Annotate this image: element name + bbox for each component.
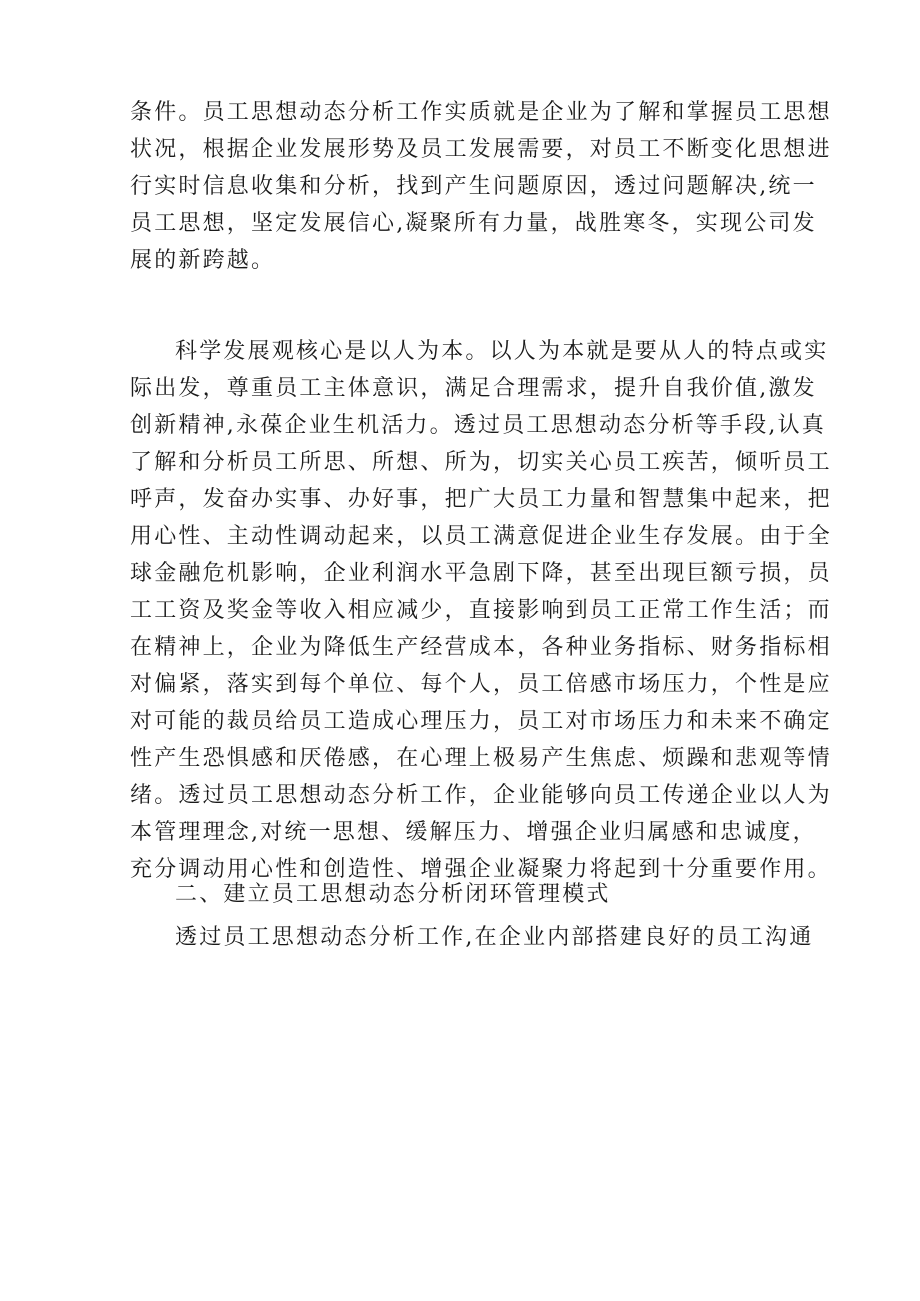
text-line: 透过员工思想动态分析工作,在企业内部搭建良好的员工沟通 bbox=[175, 925, 814, 950]
text-line: 充分调动用心性和创造性、增强企业凝聚力将起到十分重要作用。 bbox=[130, 857, 832, 882]
text-line: 性产生恐惧感和厌倦感，在心理上极易产生焦虑、烦躁和悲观等情 bbox=[130, 746, 832, 771]
text-line: 本管理理念,对统一思想、缓解压力、增强企业归属感和忠诚度， bbox=[130, 820, 817, 845]
text-line: 工工资及奖金等收入相应减少，直接影响到员工正常工作生活；而 bbox=[130, 598, 832, 623]
text-line: 绪。透过员工思想动态分析工作，企业能够向员工传递企业以人为 bbox=[130, 783, 832, 808]
text-line: 在精神上，企业为降低生产经营成本，各种业务指标、财务指标相 bbox=[130, 635, 832, 660]
text-line: 创新精神,永葆企业生机活力。透过员工思想动态分析等手段,认真 bbox=[130, 413, 826, 438]
paragraph-2 bbox=[130, 333, 832, 888]
section-heading bbox=[130, 876, 805, 913]
text-line: 条件。员工思想动态分析工作实质就是企业为了解和掌握员工思想 bbox=[130, 100, 832, 125]
paragraph-1 bbox=[130, 94, 832, 279]
text-line: 球金融危机影响，企业利润水平急剧下降，甚至出现巨额亏损，员 bbox=[130, 561, 832, 586]
text-line: 员工思想，坚定发展信心,凝聚所有力量，战胜寒冬，实现公司发 bbox=[130, 211, 817, 236]
paragraph-3 bbox=[130, 919, 814, 956]
text-line: 呼声，发奋办实事、办好事，把广大员工力量和智慧集中起来，把 bbox=[130, 487, 832, 512]
text-line: 科学发展观核心是以人为本。以人为本就是要从人的特点或实 bbox=[175, 339, 829, 364]
heading-text: 二、建立员工思想动态分析闭环管理模式 bbox=[175, 882, 611, 907]
text-line: 状况，根据企业发展形势及员工发展需要，对员工不断变化思想进 bbox=[130, 137, 832, 162]
text-line: 了解和分析员工所思、所想、所为，切实关心员工疾苦，倾听员工 bbox=[130, 450, 832, 475]
text-line: 对偏紧，落实到每个单位、每个人，员工倍感市场压力，个性是应 bbox=[130, 672, 832, 697]
text-line: 对可能的裁员给员工造成心理压力，员工对市场压力和未来不确定 bbox=[130, 709, 832, 734]
text-line: 行实时信息收集和分析，找到产生问题原因，透过问题解决,统一 bbox=[130, 174, 817, 199]
text-line: 际出发，尊重员工主体意识，满足合理需求，提升自我价值,激发 bbox=[130, 376, 817, 401]
text-line: 展的新跨越。 bbox=[130, 248, 276, 273]
text-line: 用心性、主动性调动起来，以员工满意促进企业生存发展。由于全 bbox=[130, 524, 832, 549]
